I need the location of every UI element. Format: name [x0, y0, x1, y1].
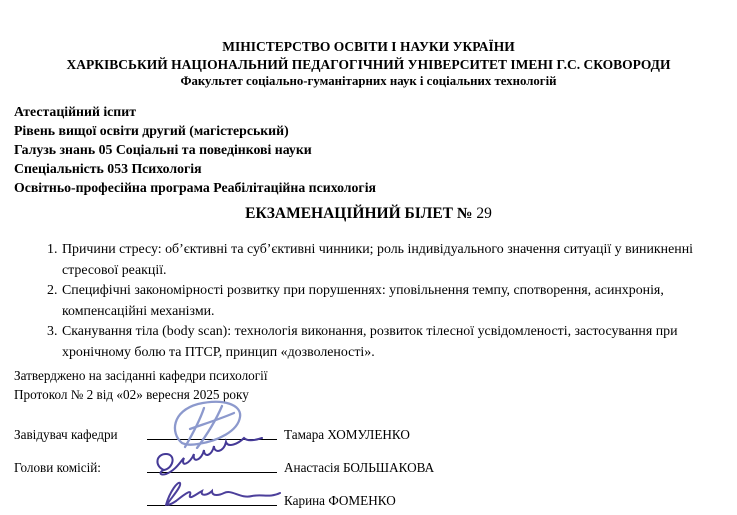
signature-block [14, 410, 723, 509]
question-text: Сканування тіла (body scan): технологія виконання, розвиток тілесної усвідомленості, застосування при хронічному болю та ПТСР, принцип «дозволеності». [62, 324, 678, 360]
exam-type-line: Атестаційний іспит [14, 104, 136, 119]
question-list [47, 240, 724, 363]
question-number: 1. [47, 242, 58, 257]
education-level-line: Рівень вищої освіти другий (магістерський) [14, 123, 289, 138]
signature-name: Анастасія БОЛЬШАКОВА [284, 460, 435, 475]
signature-row-commission-head-1 [14, 443, 723, 476]
signature-role: Голови комісій: [14, 460, 101, 475]
specialty-line: Спеціальність 053 Психологія [14, 161, 202, 176]
signature-row-head-of-department [14, 410, 723, 443]
signature-line [147, 505, 277, 506]
approval-line: Затверджено на засіданні кафедри психології [14, 368, 268, 383]
question-item [47, 281, 724, 322]
handwritten-signature-khomulenko [166, 399, 270, 449]
faculty-title: Факультет соціально-гуманітарних наук і соціальних технологій [180, 74, 557, 88]
question-item [47, 240, 724, 281]
signature-name: Тамара ХОМУЛЕНКО [284, 427, 410, 442]
program-line: Освітньо-професійна програма Реабілітаційна психологія [14, 180, 376, 195]
signature-name: Карина ФОМЕНКО [284, 493, 396, 508]
program-info-block [14, 102, 723, 197]
signature-line [147, 472, 277, 473]
handwritten-signature-bolshakova [152, 436, 284, 480]
knowledge-field-line: Галузь знань 05 Соціальні та поведінкові науки [14, 142, 312, 157]
ticket-number: 29 [476, 205, 492, 222]
signature-line [147, 439, 277, 440]
signature-role: Завідувач кафедри [14, 427, 118, 442]
ticket-title-label: ЕКЗАМЕНАЦІЙНИЙ БІЛЕТ № [245, 205, 477, 222]
question-number: 2. [47, 283, 58, 298]
question-text: Причини стресу: об’єктивні та суб’єктивні чинники; роль індивідуального значення ситуації у виникненні стресової реакції. [62, 242, 693, 278]
protocol-line: Протокол № 2 від «02» вересня 2025 року [14, 386, 249, 402]
ministry-title: МІНІСТЕРСТВО ОСВІТИ І НАУКИ УКРАЇНИ [222, 39, 515, 54]
document-header [0, 0, 737, 90]
question-number: 3. [47, 324, 58, 339]
signature-row-commission-head-2 [14, 476, 723, 509]
question-text: Специфічні закономірності розвитку при порушеннях: уповільнення темпу, спотворення, асинхронія, компенсаційні механізми. [62, 283, 664, 319]
ticket-title [0, 203, 737, 225]
approval-block [14, 367, 723, 404]
university-title: ХАРКІВСЬКИЙ НАЦІОНАЛЬНИЙ ПЕДАГОГІЧНИЙ УНІВЕРСИТЕТ ІМЕНІ Г.С. СКОВОРОДИ [66, 56, 671, 72]
question-item [47, 322, 724, 363]
